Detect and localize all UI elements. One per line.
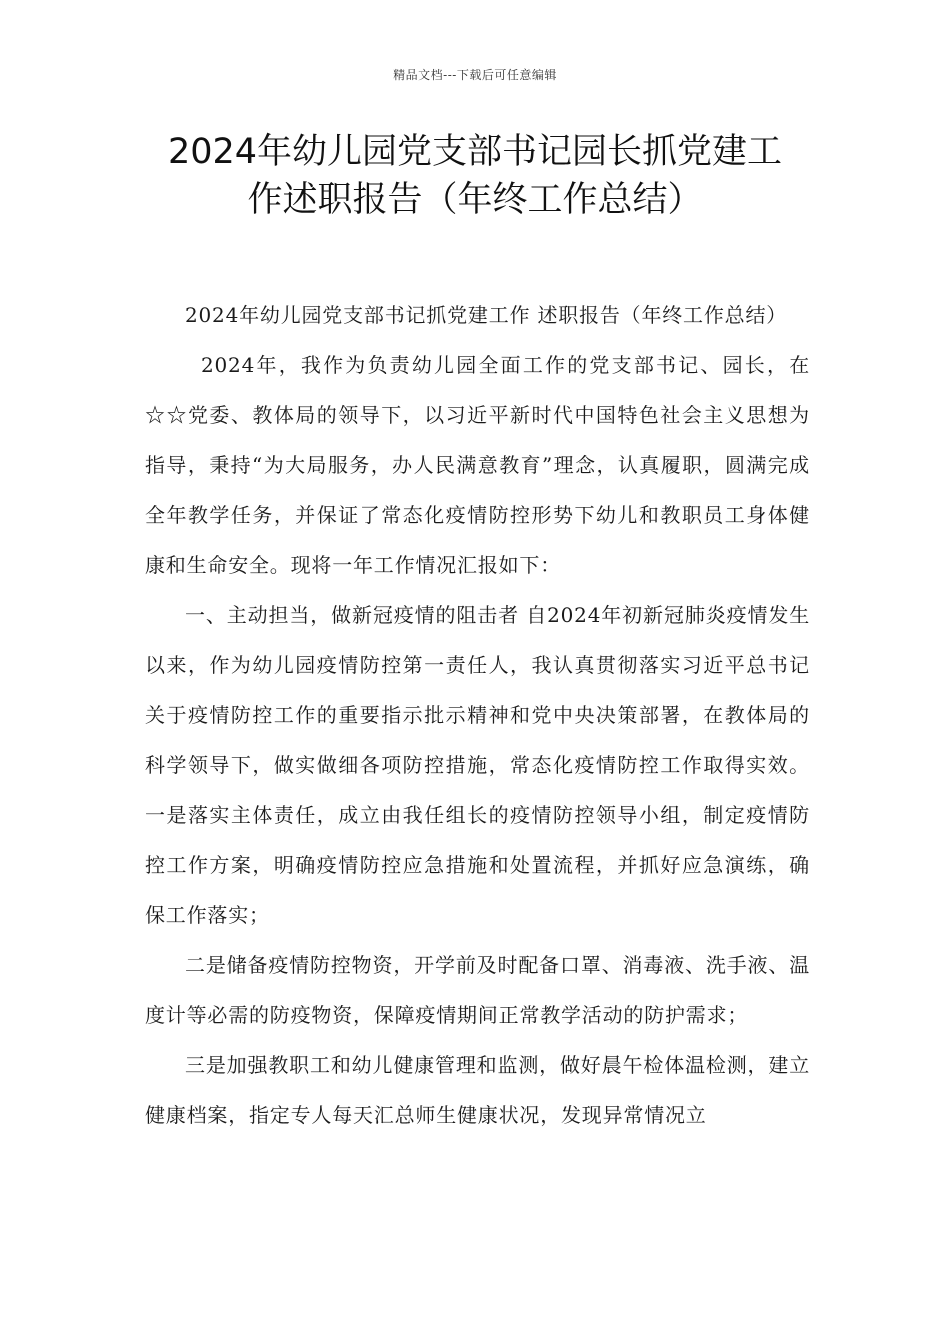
paragraph-point-three: 三是加强教职工和幼儿健康管理和监测，做好晨午检体温检测，建立健康档案，指定专人每天汇总师生健康状况，发现异常情况立 — [145, 1053, 810, 1127]
paragraph-point-two: 二是储备疫情防控物资，开学前及时配备口罩、消毒液、洗手液、温度计等必需的防疫物资，保障疫情期间正常教学活动的防护需求； — [145, 953, 810, 1027]
title-line-2: 作述职报告（年终工作总结） — [247, 180, 703, 220]
paragraph-intro: 2024年，我作为负责幼儿园全面工作的党支部书记、园长，在☆☆党委、教体局的领导下，以习近平新时代中国特色社会主义思想为指导，秉持“为大局服务，办人民满意教育”理念，认真履职，圆满完成全年教学任务，并保证了常态化疫情防控形势下幼儿和教职员工身体健康和生命安全。现将一年工作情况汇报如下： — [145, 353, 810, 577]
paragraph-subtitle: 2024年幼儿园党支部书记抓党建工作 述职报告（年终工作总结） — [185, 303, 788, 327]
paragraph-section-one: 一、主动担当，做新冠疫情的阻击者 自2024年初新冠肺炎疫情发生以来，作为幼儿园疫情防控第一责任人，我认真贯彻落实习近平总书记关于疫情防控工作的重要指示批示精神和党中央决策部署，在教体局的科学领导下，做实做细各项防控措施，常态化疫情防控工作取得实效。一是落实主体责任，成立由我任组长的疫情防控领导小组，制定疫情防控工作方案，明确疫情防控应急措施和处置流程，并抓好应急演练，确保工作落实； — [145, 603, 810, 927]
title-line-1: 2024年幼儿园党支部书记园长抓党建工 — [167, 132, 783, 172]
page-header-note: 精品文档---下载后可任意编辑 — [393, 68, 557, 82]
document-title — [60, 128, 890, 224]
document-body — [145, 290, 810, 1140]
